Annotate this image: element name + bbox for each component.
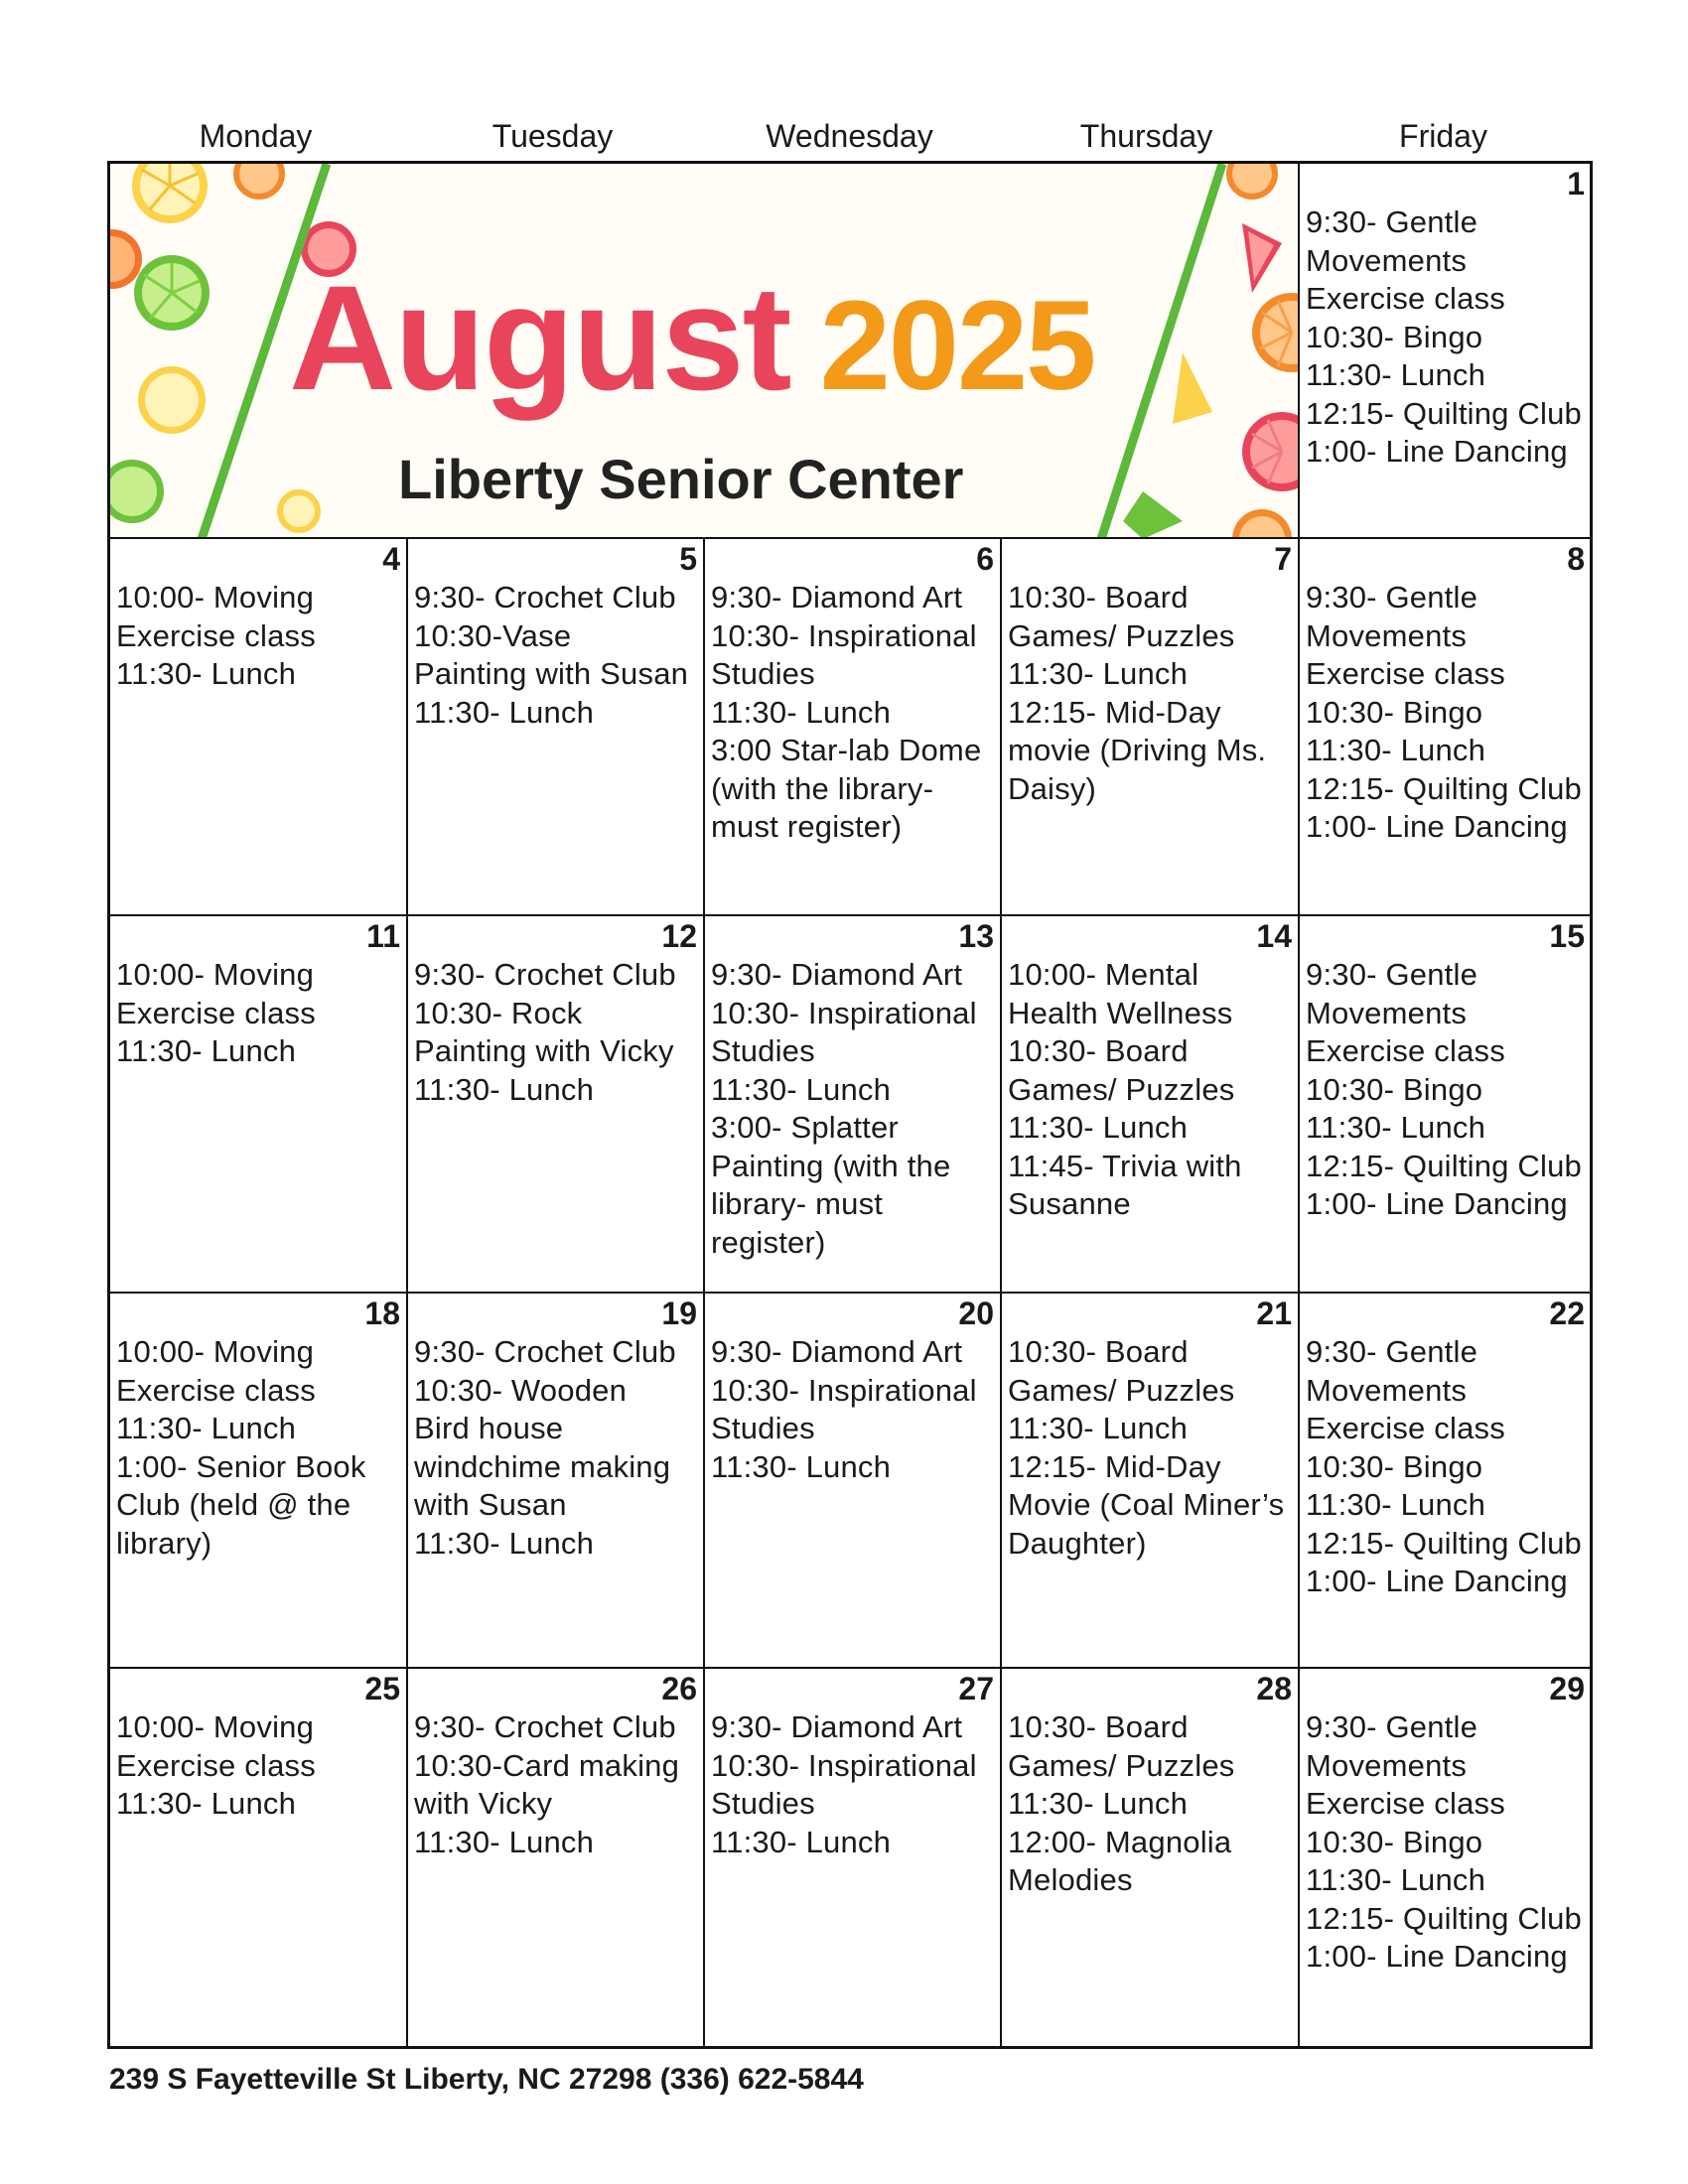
day-number: 8: [1567, 541, 1585, 577]
day-number: 13: [958, 918, 994, 954]
citrus-slice-icon: [132, 164, 208, 223]
day-events: 9:30- Diamond Art 10:30- Inspirational Studies 11:30- Lunch 3:00 Star-lab Dome (with the library- must register): [711, 580, 982, 844]
day-number: 1: [1567, 166, 1585, 202]
day-events: 9:30- Crochet Club 10:30- Rock Painting with Vicky 11:30- Lunch: [414, 957, 676, 1107]
citrus-slice-icon: [277, 489, 321, 533]
calendar-day-cell: [110, 916, 408, 1294]
day-events: 10:00- Moving Exercise class 11:30- Lunch 1:00- Senior Book Club (held @ the library): [116, 1334, 366, 1561]
day-events: 10:00- Moving Exercise class 11:30- Lunch: [116, 1709, 316, 1821]
day-number: 25: [364, 1671, 400, 1706]
banner-title: [289, 253, 1242, 431]
citrus-slice-icon: [134, 255, 210, 331]
calendar-day-cell: [110, 539, 408, 916]
weekday-header-tuesday: Tuesday: [492, 118, 614, 154]
weekday-header-friday: Friday: [1399, 118, 1487, 154]
calendar-day-cell: [1002, 1294, 1300, 1669]
day-events: 9:30- Gentle Movements Exercise class 10:30- Bingo 11:30- Lunch 12:15- Quilting Club 1:00- Line Dancing: [1306, 580, 1582, 844]
citrus-slice-icon: [1232, 509, 1292, 539]
day-events: 9:30- Gentle Movements Exercise class 10:30- Bingo 11:30- Lunch 12:15- Quilting Club 1:00- Line Dancing: [1306, 1709, 1582, 1974]
day-events: 9:30- Diamond Art 10:30- Inspirational Studies 11:30- Lunch: [711, 1334, 977, 1484]
calendar-day-cell: [1300, 1294, 1591, 1669]
day-number: 7: [1274, 541, 1292, 577]
calendar-day-cell: [705, 1294, 1002, 1669]
day-events: 10:30- Board Games/ Puzzles 11:30- Lunch 12:00- Magnolia Melodies: [1008, 1709, 1235, 1897]
day-number: 6: [976, 541, 994, 577]
calendar-day-cell: [408, 1669, 705, 2046]
day-events: 9:30- Gentle Movements Exercise class 10:30- Bingo 11:30- Lunch 12:15- Quilting Club 1:00- Line Dancing: [1306, 957, 1582, 1221]
day-number: 4: [382, 541, 400, 577]
day-number: 5: [679, 541, 697, 577]
day-number: 21: [1256, 1296, 1292, 1331]
weekday-header-wednesday: Wednesday: [766, 118, 933, 154]
banner-year: 2025: [819, 275, 1095, 417]
calendar-day-cell: [1300, 916, 1591, 1294]
citrus-slice-icon: [138, 366, 206, 434]
day-events: 10:00- Moving Exercise class 11:30- Lunch: [116, 957, 316, 1068]
banner-month: August: [289, 254, 790, 421]
citrus-slice-icon: [1242, 223, 1282, 293]
day-number: 29: [1549, 1671, 1585, 1706]
calendar-day-cell: [705, 1669, 1002, 2046]
calendar-day-cell: [1002, 916, 1300, 1294]
calendar-day-cell: [408, 916, 705, 1294]
day-events: 10:00- Moving Exercise class 11:30- Lunch: [116, 580, 316, 691]
day-events: 10:00- Mental Health Wellness 10:30- Board Games/ Puzzles 11:30- Lunch 11:45- Trivia with Susanne: [1008, 957, 1242, 1221]
day-number: 27: [958, 1671, 994, 1706]
citrus-slice-icon: [1226, 164, 1278, 200]
day-number: 22: [1549, 1296, 1585, 1331]
day-number: 15: [1549, 918, 1585, 954]
calendar-day-cell: [110, 1669, 408, 2046]
citrus-slice-icon: [110, 460, 164, 523]
calendar-day-cell: [705, 916, 1002, 1294]
weekday-header-thursday: Thursday: [1079, 118, 1213, 154]
weekday-header-row: [107, 111, 1593, 161]
calendar-day-cell: [408, 1294, 705, 1669]
day-number: 11: [366, 918, 400, 954]
calendar-grid: [107, 161, 1593, 2049]
calendar-day-cell: [408, 539, 705, 916]
day-events: 9:30- Crochet Club 10:30- Wooden Bird house windchime making with Susan 11:30- Lunch: [414, 1334, 676, 1561]
day-number: 14: [1256, 918, 1292, 954]
calendar-day-cell: [705, 539, 1002, 916]
calendar-day-cell: [1300, 539, 1591, 916]
day-number: 12: [661, 918, 697, 954]
citrus-slice-icon: [1242, 412, 1300, 491]
day-events: 10:30- Board Games/ Puzzles 11:30- Lunch 12:15- Mid-Day movie (Driving Ms. Daisy): [1008, 580, 1267, 806]
calendar-day-cell: [1002, 1669, 1300, 2046]
calendar-day-cell: [110, 1294, 408, 1669]
center-name: Liberty Senior Center: [398, 448, 964, 510]
day-number: 20: [958, 1296, 994, 1331]
citrus-slice-icon: [1252, 293, 1300, 372]
day-events: 9:30- Gentle Movements Exercise class 10:30- Bingo 11:30- Lunch 12:15- Quilting Club 1:00- Line Dancing: [1306, 205, 1582, 469]
day-events: 9:30- Crochet Club 10:30-Vase Painting with Susan 11:30- Lunch: [414, 580, 689, 730]
footer-address: 239 S Fayetteville St Liberty, NC 27298 (336) 622-5844: [109, 2063, 864, 2096]
calendar-day-cell: [1300, 1669, 1591, 2046]
day-number: 19: [661, 1296, 697, 1331]
calendar-banner: [110, 164, 1300, 539]
citrus-slice-icon: [233, 164, 285, 200]
citrus-slice-icon: [1123, 491, 1183, 539]
day-number: 18: [364, 1296, 400, 1331]
day-events: 9:30- Diamond Art 10:30- Inspirational Studies 11:30- Lunch: [711, 1709, 977, 1859]
calendar-day-cell: [1002, 539, 1300, 916]
day-events: 9:30- Gentle Movements Exercise class 10:30- Bingo 11:30- Lunch 12:15- Quilting Club 1:00- Line Dancing: [1306, 1334, 1582, 1598]
calendar-day-cell: [1300, 164, 1591, 539]
day-events: 10:30- Board Games/ Puzzles 11:30- Lunch 12:15- Mid-Day Movie (Coal Miner’s Daughter): [1008, 1334, 1285, 1561]
day-number: 28: [1256, 1671, 1292, 1706]
day-events: 9:30- Crochet Club 10:30-Card making with Vicky 11:30- Lunch: [414, 1709, 680, 1859]
day-number: 26: [661, 1671, 697, 1706]
day-events: 9:30- Diamond Art 10:30- Inspirational Studies 11:30- Lunch 3:00- Splatter Painting (with the library- must register): [711, 957, 977, 1260]
weekday-header-monday: Monday: [199, 118, 313, 154]
